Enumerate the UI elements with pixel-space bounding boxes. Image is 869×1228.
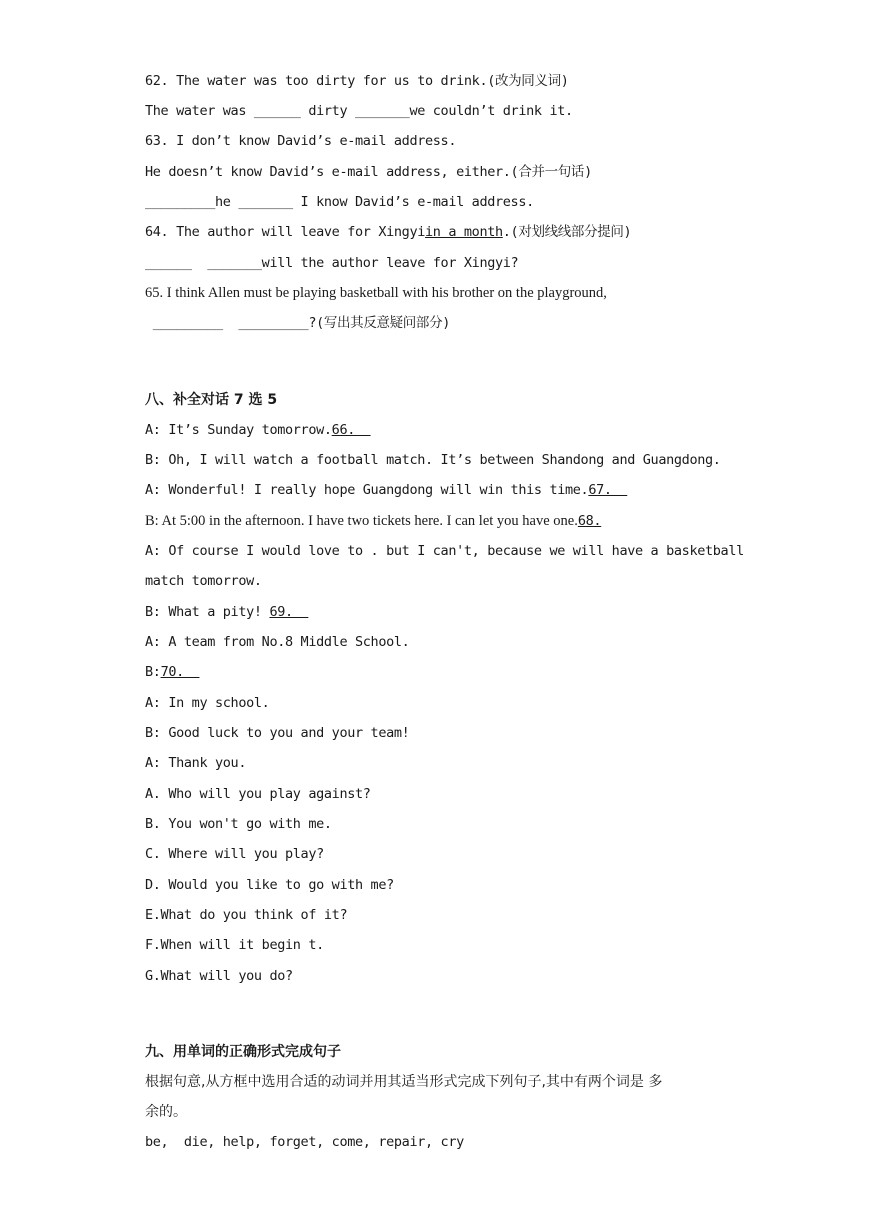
option-b: B. You won't go with me. xyxy=(145,816,332,832)
dialogue-line: B: What a pity! 69. xyxy=(145,604,309,620)
dialogue-line: B: Oh, I will watch a football match. It’s between Shandong and Guangdong. xyxy=(145,452,721,468)
blank-68: 68. xyxy=(577,513,602,529)
question-62: 62. The water was too dirty for us to drink.(改为同义词) xyxy=(145,73,569,89)
dialogue-line: B: Good luck to you and your team! xyxy=(145,725,410,741)
dialogue-line: match tomorrow. xyxy=(145,573,262,589)
option-d: D. Would you like to go with me? xyxy=(145,877,394,893)
dialogue-line: A: Of course I would love to . but I can't, because we will have a basketball xyxy=(145,543,744,559)
option-e: E.What do you think of it? xyxy=(145,907,348,923)
option-f: F.When will it begin t. xyxy=(145,937,324,953)
dialogue-line: A: Wonderful! I really hope Guangdong will win this time.67. xyxy=(145,482,628,498)
question-64-instruction: .(对划线线部分提问) xyxy=(502,224,632,240)
question-65-answer-line: _________ _________?(写出其反意疑问部分) xyxy=(145,315,451,331)
question-63: 63. I don’t know David’s e-mail address. xyxy=(145,133,457,149)
question-64-underlined-phrase: in a month xyxy=(425,224,503,240)
option-g: G.What will you do? xyxy=(145,968,293,984)
question-63-answer-line: _________he _______ I know David’s e-mail address. xyxy=(145,194,534,210)
option-c: C. Where will you play? xyxy=(145,846,324,862)
dialogue-line: A: A team from No.8 Middle School. xyxy=(145,634,410,650)
dialogue-line: A: It’s Sunday tomorrow.66. xyxy=(145,422,371,438)
dialogue-line: B: At 5:00 in the afternoon. I have two tickets here. I can let you have one.68. xyxy=(145,513,602,529)
question-64 xyxy=(145,223,631,241)
question-64-answer-line: ______ _______will the author leave for Xingyi? xyxy=(145,255,519,271)
dialogue-line: A: Thank you. xyxy=(145,755,247,771)
option-a: A. Who will you play against? xyxy=(145,786,371,802)
blank-70: 70. xyxy=(160,664,200,680)
blank-67: 67. xyxy=(588,482,628,498)
blank-66: 66. xyxy=(331,422,371,438)
section-9-heading: 九、用单词的正确形式完成句子 xyxy=(145,1044,341,1060)
question-65: 65. I think Allen must be playing basketball with his brother on the playground, xyxy=(145,285,607,301)
dialogue-line: B:70. xyxy=(145,664,200,680)
word-bank: be, die, help, forget, come, repair, cry xyxy=(145,1134,464,1150)
section-9-instruction: 根据句意,从方框中选用合适的动词并用其适当形式完成下列句子,其中有两个词是 多 xyxy=(145,1074,663,1090)
section-8-heading: 八、补全对话 7 选 5 xyxy=(145,392,278,408)
dialogue-line: A: In my school. xyxy=(145,695,270,711)
section-9-instruction-cont: 余的。 xyxy=(145,1104,187,1120)
question-63-line-2: He doesn’t know David’s e-mail address, either.(合并一句话) xyxy=(145,164,592,180)
question-62-answer-line: The water was ______ dirty _______we couldn’t drink it. xyxy=(145,103,573,119)
question-64-text: 64. The author will leave for Xingyi xyxy=(145,224,425,240)
blank-69: 69. xyxy=(269,604,309,620)
